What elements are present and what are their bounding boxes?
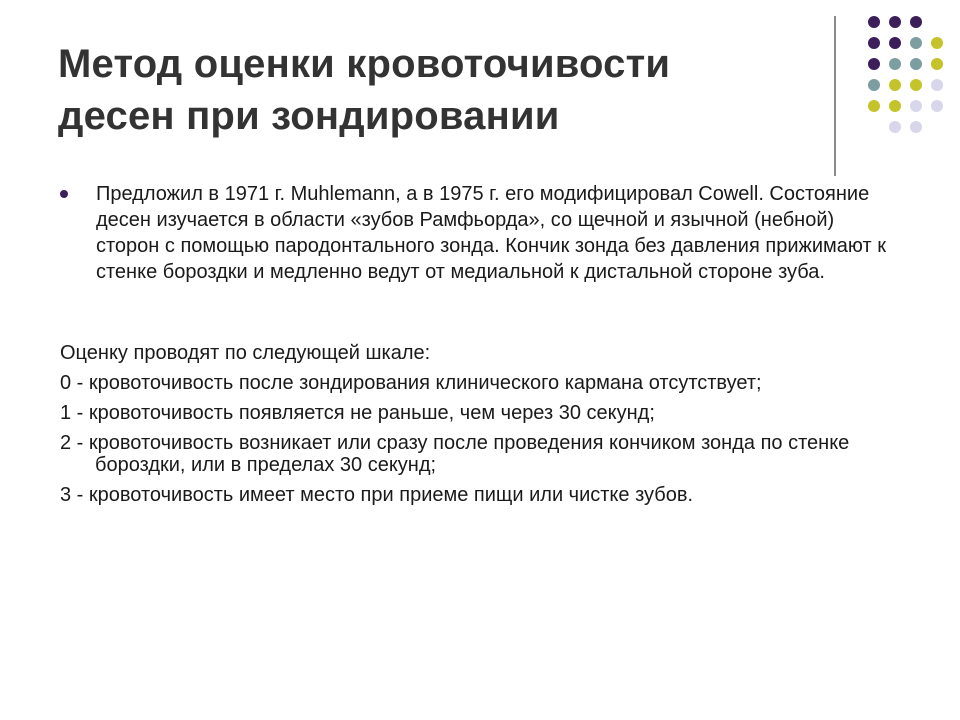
decorative-dot (910, 100, 922, 112)
decorative-dot (868, 58, 880, 70)
decorative-dot (931, 58, 943, 70)
decorative-dot (931, 100, 943, 112)
decorative-dot (931, 79, 943, 91)
decorative-dot (889, 79, 901, 91)
decorative-dot (889, 16, 901, 28)
decorative-dot (910, 37, 922, 49)
decorative-dot (910, 58, 922, 70)
decorative-dot (889, 58, 901, 70)
title-divider-line (834, 16, 836, 176)
decorative-dot (910, 16, 922, 28)
bullet-dot-icon (60, 190, 68, 198)
decorative-dot (868, 16, 880, 28)
decorative-dot (868, 37, 880, 49)
scale-item-3: 3 - кровоточивость имеет место при приеме пищи или чистке зубов. (60, 484, 694, 506)
bullet-paragraph (60, 181, 890, 285)
slide-title: Метод оценки кровоточивости десен при зондировании (58, 42, 671, 138)
decorative-dot (889, 100, 901, 112)
scale-item-0: 0 - кровоточивость после зондирования клинического кармана отсутствует; (60, 372, 762, 394)
decorative-dot (889, 37, 901, 49)
decorative-dot (868, 79, 880, 91)
decorative-dot-grid (850, 16, 950, 156)
scale-item-1: 1 - кровоточивость появляется не раньше, чем через 30 секунд; (60, 402, 655, 424)
scale-intro: Оценку проводят по следующей шкале: (60, 342, 431, 364)
scale-item-2: 2 - кровоточивость возникает или сразу после проведения кончиком зонда по стенке бороздки, или в пределах 30 секунд; (60, 432, 850, 476)
bullet-text: Предложил в 1971 г. Muhlemann, а в 1975 г. его модифицировал Cowell. Состояние десен изучается в области «зубов Рамфьорда», со щечной и язычной (небной) сторон с помощью пародонтального зонда. Кончик зонда без давления прижимают к стенке бороздки и медленно ведут от медиальной к дистальной стороне зуба. (96, 183, 886, 283)
decorative-dot (889, 121, 901, 133)
scale-section (60, 342, 880, 514)
decorative-dot (910, 121, 922, 133)
decorative-dot (910, 79, 922, 91)
decorative-dot (931, 37, 943, 49)
decorative-dot (868, 100, 880, 112)
